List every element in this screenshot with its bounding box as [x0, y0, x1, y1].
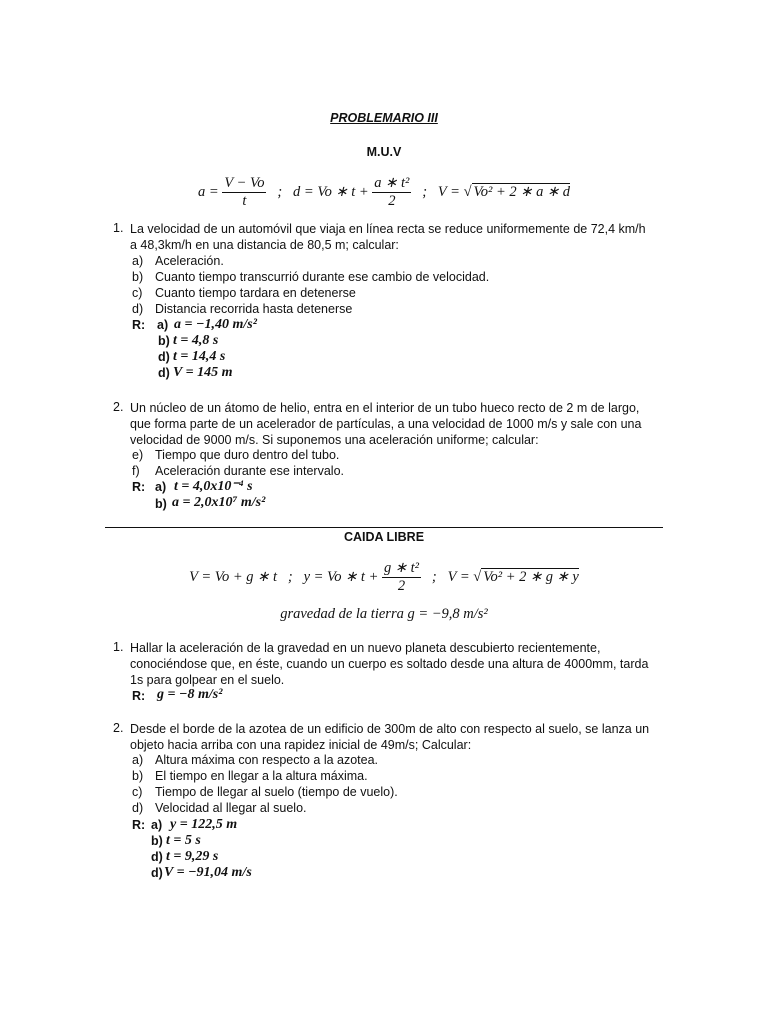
muv-p2-text-line: velocidad de 9000 m/s. Si suponemos una aceleración uniforme; calcular:: [130, 433, 539, 447]
formula-y-fraction: $\frac{\text{g ∗ t²}}{2}$: [384, 560, 420, 594]
sqrt-icon: √: [463, 183, 472, 200]
formula-d-lhs: d = Vo ∗ t +: [293, 183, 369, 200]
formula-v-radicand: Vo² + 2 ∗ a ∗ d: [473, 183, 570, 200]
muv-heading: M.U.V: [366, 145, 402, 159]
list-item-letter: e): [132, 448, 144, 462]
section-divider: [105, 527, 663, 528]
answer-value: a = 2,0x10⁷ m/s²: [172, 495, 266, 510]
formula-v-radicand: Vo² + 2 ∗ g ∗ y: [483, 568, 579, 585]
answer-label: R:: [132, 818, 146, 832]
list-item: Distancia recorrida hasta detenerse: [155, 302, 353, 316]
answer-letter: d): [151, 866, 163, 880]
answer-value: g = −8 m/s²: [157, 687, 223, 702]
answer-letter: a): [151, 818, 163, 832]
caida-p2-text-line: objeto hacia arriba con una rapidez inicial de 49m/s; Calcular:: [130, 738, 472, 752]
formula-v-lhs: V =: [437, 183, 460, 200]
caida-heading: CAIDA LIBRE: [343, 530, 425, 544]
answer-label: R:: [132, 480, 146, 494]
muv-p1-number: 1.: [113, 221, 124, 235]
answer-value: t = 4,8 s: [173, 333, 219, 348]
sqrt-icon: √: [473, 568, 482, 585]
list-item: Aceleración durante ese intervalo.: [155, 464, 345, 478]
list-item: Aceleración.: [155, 254, 224, 268]
muv-formula: a = $\frac{V - Vo}{t}$ ; d = Vo ∗ t + $\frac{\text{a ∗ t²}}{2}$ ; V = √ Vo² + 2 ∗ a ∗ d: [198, 175, 570, 209]
answer-value: t = 5 s: [166, 833, 201, 848]
list-item: Tiempo de llegar al suelo (tiempo de vuelo).: [155, 785, 398, 799]
answer-letter: a): [155, 480, 167, 494]
list-item-letter: c): [132, 785, 143, 799]
answer-letter: d): [158, 350, 170, 364]
answer-letter: d): [151, 850, 163, 864]
answer-letter: b): [155, 497, 167, 511]
muv-p2-text-line: que forma parte de un acelerador de partículas, a una velocidad de 1000 m/s y sale con una: [130, 417, 642, 431]
formula-a-lhs: a =: [198, 183, 219, 200]
list-item-letter: d): [132, 302, 144, 316]
answer-value: V = 145 m: [173, 365, 233, 380]
muv-p1-text-line: La velocidad de un automóvil que viaja en línea recta se reduce uniformemente de 72,4 km/h: [130, 222, 646, 236]
caida-p1-text-line: 1s para golpear en el suelo.: [130, 673, 285, 687]
answer-label: R:: [132, 318, 146, 332]
caida-p2-text-line: Desde el borde de la azotea de un edificio de 300m de alto con respecto al suelo, se lanza un: [130, 722, 650, 736]
formula-v1: V = Vo + g ∗ t: [189, 568, 277, 585]
answer-label: R:: [132, 689, 146, 703]
list-item-letter: b): [132, 769, 144, 783]
formula-v-lhs: V =: [447, 568, 470, 585]
answer-value: t = 4,0x10⁻⁴ s: [174, 479, 253, 494]
caida-p1-text-line: Hallar la aceleración de la gravedad en un nuevo planeta descubierto recientemente,: [130, 641, 601, 655]
list-item-letter: a): [132, 254, 144, 268]
muv-p2-text-line: Un núcleo de un átomo de helio, entra en el interior de un tubo hueco recto de 2 m de largo,: [130, 401, 640, 415]
formula-d-fraction: $\frac{\text{a ∗ t²}}{2}$: [374, 175, 410, 209]
answer-value: y = 122,5 m: [170, 817, 238, 832]
answer-value: t = 9,29 s: [166, 849, 219, 864]
list-item-letter: c): [132, 286, 143, 300]
formula-a-fraction: $\frac{V - Vo}{t}$: [224, 175, 265, 209]
formula-y-lhs: y = Vo ∗ t +: [303, 568, 379, 585]
list-item-letter: d): [132, 801, 144, 815]
list-item: Velocidad al llegar al suelo.: [155, 801, 307, 815]
answer-value: V = −91,04 m/s: [164, 865, 252, 880]
list-item: Cuanto tiempo tardara en detenerse: [155, 286, 356, 300]
list-item: Altura máxima con respecto a la azotea.: [155, 753, 379, 767]
list-item-letter: f): [132, 464, 140, 478]
answer-letter: b): [158, 334, 170, 348]
list-item-letter: a): [132, 753, 144, 767]
caida-formula: V = Vo + g ∗ t ; y = Vo ∗ t + $\frac{\text{g ∗ t²}}{2}$ ; V = √ Vo² + 2 ∗ g ∗ y: [189, 560, 579, 594]
answer-value: a = −1,40 m/s²: [174, 317, 257, 332]
page-title: PROBLEMARIO III: [330, 111, 438, 125]
list-item: Tiempo que duro dentro del tubo.: [155, 448, 340, 462]
gravity-constant: gravedad de la tierra g = −9,8 m/s²: [280, 606, 488, 622]
muv-p1-text-line: a 48,3km/h en una distancia de 80,5 m; calcular:: [130, 238, 399, 252]
answer-letter: a): [157, 318, 169, 332]
caida-p1-number: 1.: [113, 640, 124, 654]
list-item: El tiempo en llegar a la altura máxima.: [155, 769, 368, 783]
muv-p2-number: 2.: [113, 400, 124, 414]
caida-p1-text-line: conociéndose que, en éste, cuando un cuerpo es soltado desde una altura de 4000mm, tarda: [130, 657, 649, 671]
list-item: Cuanto tiempo transcurrió durante ese cambio de velocidad.: [155, 270, 490, 284]
list-item-letter: b): [132, 270, 144, 284]
caida-p2-number: 2.: [113, 721, 124, 735]
answer-letter: d): [158, 366, 170, 380]
answer-value: t = 14,4 s: [173, 349, 226, 364]
answer-letter: b): [151, 834, 163, 848]
